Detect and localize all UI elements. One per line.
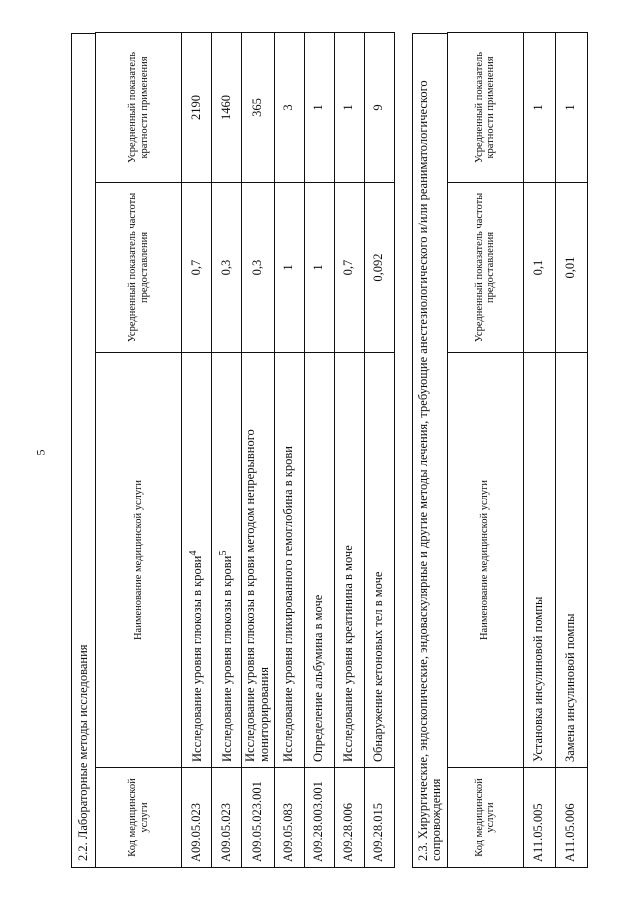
multiplicity-value: 1 [334,33,364,183]
frequency-value: 0,7 [334,183,364,353]
header-name: Наименование медицинской услуги [96,353,182,768]
table-row [242,33,275,868]
frequency-value: 0,7 [182,183,212,353]
surgical-methods-table [447,32,588,868]
table-row [182,33,212,868]
frequency-value: 1 [274,183,304,353]
service-name: Исследование уровня гликированного гемоглобина в крови [274,353,304,768]
footnote-ref: 4 [188,550,200,556]
service-code: A09.28.015 [364,768,394,868]
header-multiplicity: Усредненный показатель кратности применения [447,33,523,183]
lab-methods-table [95,32,395,868]
section-title-lab-methods: 2.2. Лабораторные методы исследования [71,33,95,868]
multiplicity-value: 2190 [182,33,212,183]
rotated-page-content [38,33,638,868]
table-row [523,33,555,868]
table-row [274,33,304,868]
multiplicity-value: 3 [274,33,304,183]
table-row [364,33,394,868]
table-header-row [447,33,523,868]
service-code: A09.05.083 [274,768,304,868]
header-code: Код медицинской услуги [447,768,523,868]
service-name: Определение альбумина в моче [304,353,334,768]
table-row [555,33,587,868]
header-frequency: Усредненный показатель частоты предоставления [96,183,182,353]
header-name: Наименование медицинской услуги [447,353,523,768]
frequency-value: 0,01 [555,183,587,353]
multiplicity-value: 1 [304,33,334,183]
service-code: A09.05.023.001 [242,768,275,868]
service-code: A11.05.006 [555,768,587,868]
service-name: Исследование уровня глюкозы в крови$^5$ [212,353,242,768]
multiplicity-value: 1 [555,33,587,183]
service-name: Исследование уровня глюкозы в крови$^4$ [182,353,212,768]
table-row [212,33,242,868]
table-row [334,33,364,868]
multiplicity-value: 9 [364,33,394,183]
service-name: Замена инсулиновой помпы [555,353,587,768]
multiplicity-value: 1460 [212,33,242,183]
header-frequency: Усредненный показатель частоты предоставления [447,183,523,353]
header-code: Код медицинской услуги [96,768,182,868]
service-code: A09.05.023 [212,768,242,868]
service-code: A09.05.023 [182,768,212,868]
frequency-value: 0,3 [242,183,275,353]
header-multiplicity: Усредненный показатель кратности применения [96,33,182,183]
frequency-value: 0,3 [212,183,242,353]
multiplicity-value: 1 [523,33,555,183]
page-number: 5 [33,449,48,456]
service-code: A11.05.005 [523,768,555,868]
table-header-row [96,33,182,868]
frequency-value: 0,1 [523,183,555,353]
section-title-surgical-methods: 2.3. Хирургические, эндоскопические, эндоваскулярные и другие методы лечения, требующие анестезиологического и/или реаниматологического сопровождения [412,33,447,868]
service-name: Исследование уровня креатинина в моче [334,353,364,768]
frequency-value: 1 [304,183,334,353]
service-name: Обнаружение кетоновых тел в моче [364,353,394,768]
frequency-value: 0,092 [364,183,394,353]
table-row [304,33,334,868]
multiplicity-value: 365 [242,33,275,183]
service-name: Установка инсулиновой помпы [523,353,555,768]
service-code: A09.28.006 [334,768,364,868]
service-name: Исследование уровня глюкозы в крови методом непрерывного мониторирования [242,353,275,768]
service-code: A09.28.003.001 [304,768,334,868]
footnote-ref: 5 [218,550,230,556]
